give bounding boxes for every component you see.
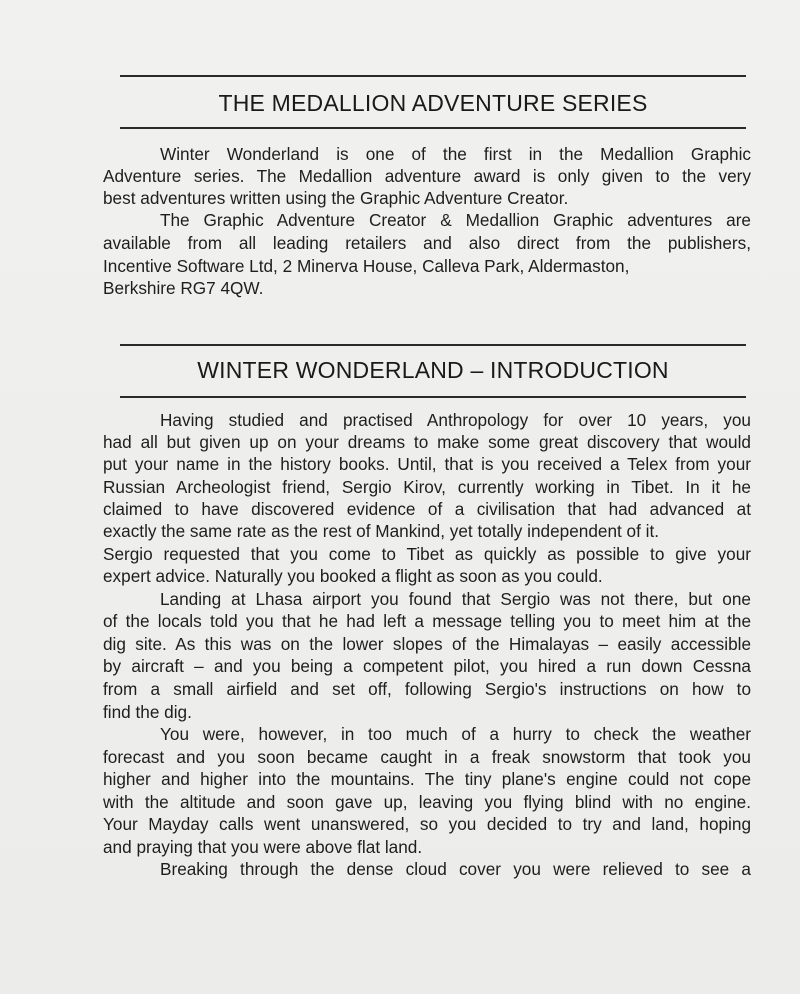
paragraph-line: by aircraft – and you being a competent pilot, you hired a run down Cessna	[103, 656, 751, 676]
paragraph-line: of the locals told you that he had left a message telling you to meet him at the	[103, 611, 751, 631]
top-rule-2	[120, 344, 746, 346]
paragraph-line: put your name in the history books. Until, that is you received a Telex from your	[103, 454, 751, 474]
paragraph-line: from a small airfield and set off, following Sergio's instructions on how to	[103, 679, 751, 699]
paragraph-line: Landing at Lhasa airport you found that Sergio was not there, but one	[160, 589, 751, 609]
bottom-rule-2	[120, 396, 746, 398]
paragraph-line: Incentive Software Ltd, 2 Minerva House, Calleva Park, Aldermaston,	[103, 256, 630, 276]
paragraph-line: exactly the same rate as the rest of Mankind, yet totally independent of it.	[103, 521, 660, 541]
top-rule-1	[120, 75, 746, 77]
paragraph-line: Adventure series. The Medallion adventure award is only given to the very	[103, 166, 751, 186]
paragraph-line: Sergio requested that you come to Tibet as quickly as possible to give your	[103, 544, 751, 564]
paragraph-line: had all but given up on your dreams to make some great discovery that would	[103, 432, 751, 452]
paragraph-line: with the altitude and soon gave up, leaving you flying blind with no engine.	[103, 792, 751, 812]
paragraph-line: best adventures written using the Graphic Adventure Creator.	[103, 188, 569, 208]
paragraph-line: claimed to have discovered evidence of a civilisation that had advanced at	[103, 499, 751, 519]
paragraph-line: find the dig.	[103, 702, 192, 722]
paragraph-line: You were, however, in too much of a hurry to check the weather	[160, 724, 751, 744]
paragraph-line: Winter Wonderland is one of the first in the Medallion Graphic	[160, 144, 751, 164]
paragraph-line: dig site. As this was on the lower slopes of the Himalayas – easily accessible	[103, 634, 751, 654]
section-title-medallion: THE MEDALLION ADVENTURE SERIES	[218, 90, 648, 116]
paragraph-line: Breaking through the dense cloud cover you were relieved to see a	[160, 859, 751, 879]
paragraph-line: The Graphic Adventure Creator & Medallion Graphic adventures are	[160, 210, 751, 230]
paragraph-line: forecast and you soon became caught in a freak snowstorm that took you	[103, 747, 751, 767]
bottom-rule-1	[120, 127, 746, 129]
paragraph-line: expert advice. Naturally you booked a flight as soon as you could.	[103, 566, 603, 586]
paragraph-line: Your Mayday calls went unanswered, so you decided to try and land, hoping	[103, 814, 751, 834]
paragraph-line: Berkshire RG7 4QW.	[103, 278, 264, 298]
paragraph-line: and praying that you were above flat land.	[103, 837, 423, 857]
paragraph-line: available from all leading retailers and also direct from the publishers,	[103, 233, 751, 253]
paragraph-line: higher and higher into the mountains. The tiny plane's engine could not cope	[103, 769, 751, 789]
paragraph-line: Having studied and practised Anthropology for over 10 years, you	[160, 410, 751, 430]
paragraph-line: Russian Archeologist friend, Sergio Kirov, currently working in Tibet. In it he	[103, 477, 751, 497]
section-title-introduction: WINTER WONDERLAND – INTRODUCTION	[197, 357, 669, 383]
